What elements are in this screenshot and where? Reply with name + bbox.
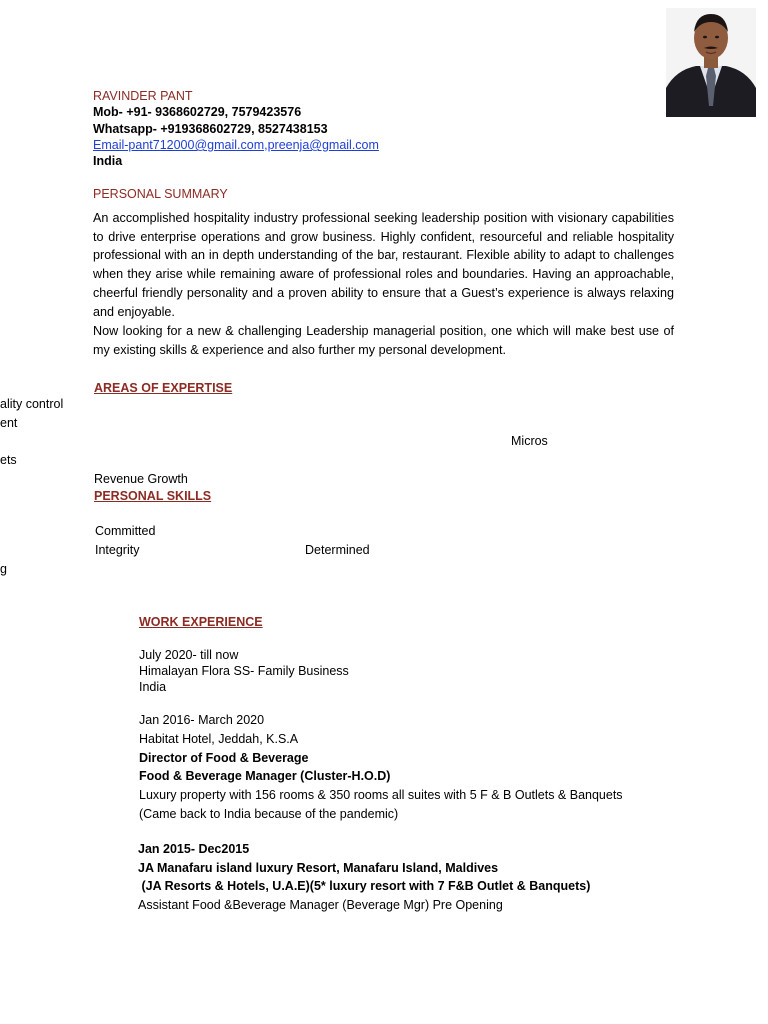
candidate-name: RAVINDER PANT [93, 89, 193, 103]
job-2-employer: Habitat Hotel, Jeddah, K.S.A [139, 732, 299, 746]
personal-summary-heading: PERSONAL SUMMARY [93, 187, 228, 201]
country: India [93, 154, 123, 168]
summary-paragraph-1: An accomplished hospitality industry professional seeking leadership position with visionary capabilities to drive enterprise operations and grow business. Highly confident, resourceful and reliable hospitality professional with an in depth understanding of the bar, restaurant. Flexible ability to adapt to challenges when they arise while remaining aware of professional roles and boundaries. Having an approachable, cheerful friendly personality and a proven ability to ensure that a Guest’s experience is always relaxing and enjoyable. [93, 211, 674, 319]
job-2-title-1: Director of Food & Beverage [139, 751, 309, 765]
mobile-numbers: Mob- +91- 9368602729, 7579423576 [93, 105, 302, 119]
expertise-item-micros: Micros [511, 434, 548, 448]
job-1-employer: Himalayan Flora SS- Family Business [139, 664, 349, 678]
job-2-detail-2: (Came back to India because of the pandemic) [139, 807, 399, 821]
job-2-dates: Jan 2016- March 2020 [139, 713, 265, 727]
profile-photo [666, 8, 756, 117]
job-2-detail-1: Luxury property with 156 rooms & 350 rooms all suites with 5 F & B Outlets & Banquets [139, 788, 623, 802]
expertise-item-clipped-2: ent [0, 416, 18, 430]
work-experience-heading: WORK EXPERIENCE [139, 615, 263, 629]
job-2-title-2: Food & Beverage Manager (Cluster-H.O.D) [139, 769, 391, 783]
job-1-location: India [139, 680, 167, 694]
whatsapp-numbers: Whatsapp- +919368602729, 8527438153 [93, 122, 328, 136]
summary-paragraph-2: Now looking for a new & challenging Leadership managerial position, one which will make best use of my existing skills & experience and also further my personal development. [93, 324, 674, 357]
job-3-employer: JA Manafaru island luxury Resort, Manafaru Island, Maldives [138, 861, 499, 875]
email-link[interactable]: Email-pant712000@gmail.com,preenja@gmail.com [93, 138, 379, 152]
job-3-group: (JA Resorts & Hotels, U.A.E)(5* luxury resort with 7 F&B Outlet & Banquets) [138, 879, 591, 893]
expertise-item-revenue-growth: Revenue Growth [94, 472, 188, 486]
skill-committed: Committed [95, 524, 156, 538]
personal-skills-heading: PERSONAL SKILLS [94, 489, 212, 503]
areas-of-expertise-heading: AREAS OF EXPERTISE [94, 381, 233, 395]
skill-clipped: g [0, 562, 7, 576]
skill-determined: Determined [305, 543, 370, 557]
job-3-title: Assistant Food &Beverage Manager (Beverage Mgr) Pre Opening [138, 898, 503, 912]
expertise-item-clipped-3: ets [0, 453, 17, 467]
job-3-dates: Jan 2015- Dec2015 [138, 842, 250, 856]
job-1-dates: July 2020- till now [139, 648, 239, 662]
expertise-item-clipped-1: ality control [0, 397, 64, 411]
skill-integrity: Integrity [95, 543, 140, 557]
